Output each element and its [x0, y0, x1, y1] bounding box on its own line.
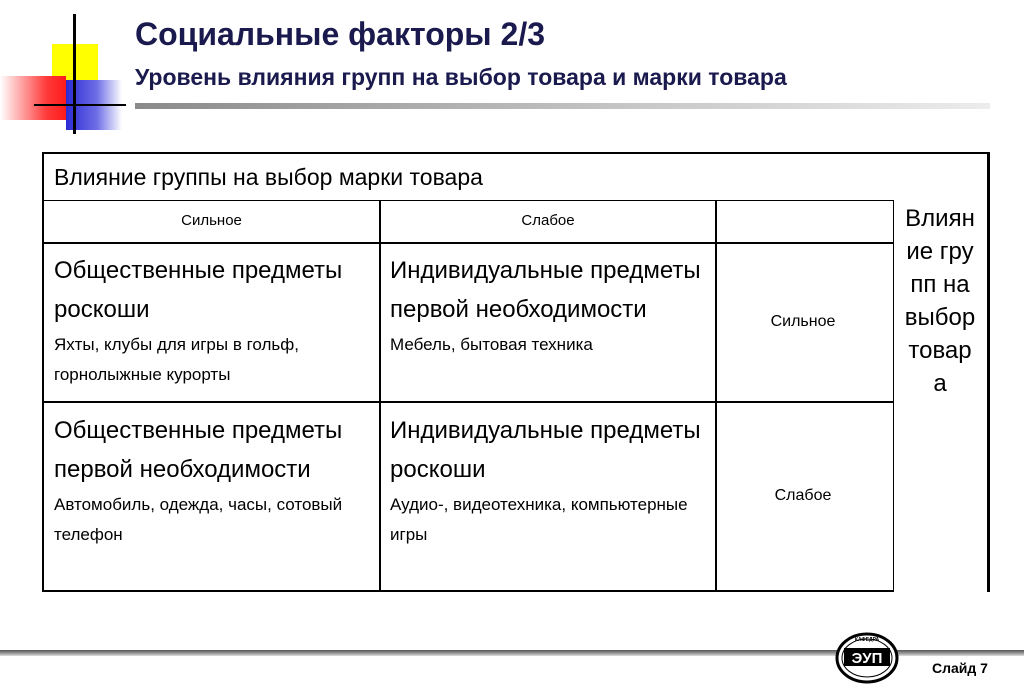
cell-title: Общественные предметы первой необходимости [54, 417, 343, 483]
logo-text: ЭУП [851, 650, 883, 667]
row-label-strong: Сильное [770, 313, 836, 330]
cell-examples: Мебель, бытовая техника [390, 335, 593, 354]
slide-subtitle: Уровень влияния групп на выбор товара и марки товара [135, 64, 787, 90]
slide-number: Слайд 7 [932, 660, 988, 676]
vertical-line [73, 14, 76, 134]
cell-examples: Автомобиль, одежда, часы, сотовый телефон [54, 495, 343, 544]
cell-title: Общественные предметы роскоши [54, 257, 343, 323]
influence-matrix [42, 152, 990, 592]
column-divider-2 [715, 200, 717, 592]
cell-public-necessity [54, 411, 376, 550]
column-header-weak: Слабое [521, 212, 575, 229]
red-square [0, 76, 66, 120]
title-divider [135, 103, 990, 109]
cell-examples: Аудио-, видеотехника, компьютерные игры [390, 495, 688, 544]
logo-ring-text: КАФЕДРА [854, 637, 880, 643]
product-influence-header: Влияние групп на выбор товара [904, 205, 976, 397]
cell-title: Индивидуальные предметы первой необходимости [390, 257, 701, 323]
header-rule [42, 200, 894, 201]
decorative-corner [0, 0, 135, 135]
slide-title: Социальные факторы 2/3 [135, 16, 545, 52]
matrix-frame-right [987, 152, 990, 592]
column-header-rule [42, 242, 894, 244]
cell-private-necessity [390, 251, 710, 360]
cell-private-luxury [390, 411, 710, 550]
column-divider-1 [379, 200, 381, 592]
cell-title: Индивидуальные предметы роскоши [390, 417, 701, 483]
column-header-strong: Сильное [181, 212, 242, 229]
brand-influence-header: Влияние группы на выбор марки товара [54, 164, 483, 190]
matrix-frame-top [42, 152, 990, 154]
department-logo [835, 632, 899, 684]
cell-public-luxury [54, 251, 376, 390]
matrix-frame-bottom [42, 590, 894, 592]
horizontal-line [34, 104, 126, 106]
row-label-weak: Слабое [774, 487, 832, 504]
row-divider-rule [42, 401, 894, 403]
cell-examples: Яхты, клубы для игры в гольф, горнолыжные курорты [54, 335, 299, 384]
